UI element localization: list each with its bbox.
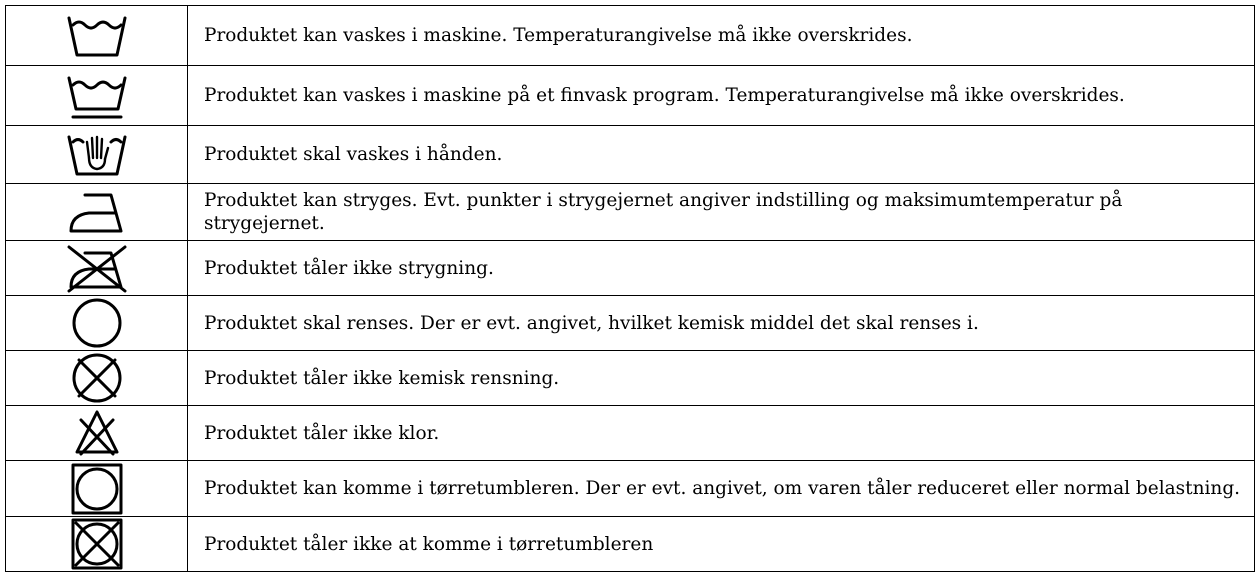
row-text: Produktet tåler ikke at komme i tørretumbleren — [188, 517, 1255, 572]
icon-cell — [6, 6, 188, 66]
icon-cell — [6, 517, 188, 572]
gentle-wash-icon — [65, 69, 129, 123]
row-text: Produktet kan vaskes i maskine. Temperaturangivelse må ikke overskrides. — [188, 6, 1255, 66]
row-text: Produktet skal vaskes i hånden. — [188, 126, 1255, 184]
icon-cell — [6, 406, 188, 461]
table-row — [6, 296, 1255, 351]
table-row — [6, 184, 1255, 241]
do-not-tumble-dry-icon — [65, 517, 129, 571]
care-symbols-table — [5, 5, 1255, 572]
icon-cell — [6, 296, 188, 351]
machine-wash-icon — [65, 9, 129, 63]
table-row — [6, 461, 1255, 517]
do-not-bleach-icon — [65, 406, 129, 460]
row-text: Produktet tåler ikke strygning. — [188, 241, 1255, 296]
icon-cell — [6, 66, 188, 126]
table-row — [6, 6, 1255, 66]
row-text: Produktet skal renses. Der er evt. angivet, hvilket kemisk middel det skal renses i. — [188, 296, 1255, 351]
table-row — [6, 351, 1255, 406]
table-row — [6, 517, 1255, 572]
do-not-iron-icon — [65, 241, 129, 295]
iron-icon — [65, 185, 129, 239]
icon-cell — [6, 184, 188, 241]
icon-cell — [6, 351, 188, 406]
table-row — [6, 66, 1255, 126]
dry-clean-icon — [65, 296, 129, 350]
icon-cell — [6, 241, 188, 296]
do-not-dry-clean-icon — [65, 351, 129, 405]
row-text: Produktet kan stryges. Evt. punkter i strygejernet angiver indstilling og maksimumtemperatur på strygejernet. — [188, 184, 1255, 241]
table-row — [6, 241, 1255, 296]
icon-cell — [6, 461, 188, 517]
row-text: Produktet tåler ikke kemisk rensning. — [188, 351, 1255, 406]
row-text: Produktet kan vaskes i maskine på et finvask program. Temperaturangivelse må ikke overskrides. — [188, 66, 1255, 126]
table-row — [6, 126, 1255, 184]
table-row — [6, 406, 1255, 461]
hand-wash-icon — [65, 128, 129, 182]
tumble-dry-icon — [65, 462, 129, 516]
row-text: Produktet tåler ikke klor. — [188, 406, 1255, 461]
icon-cell — [6, 126, 188, 184]
row-text: Produktet kan komme i tørretumbleren. Der er evt. angivet, om varen tåler reduceret eller normal belastning. — [188, 461, 1255, 517]
